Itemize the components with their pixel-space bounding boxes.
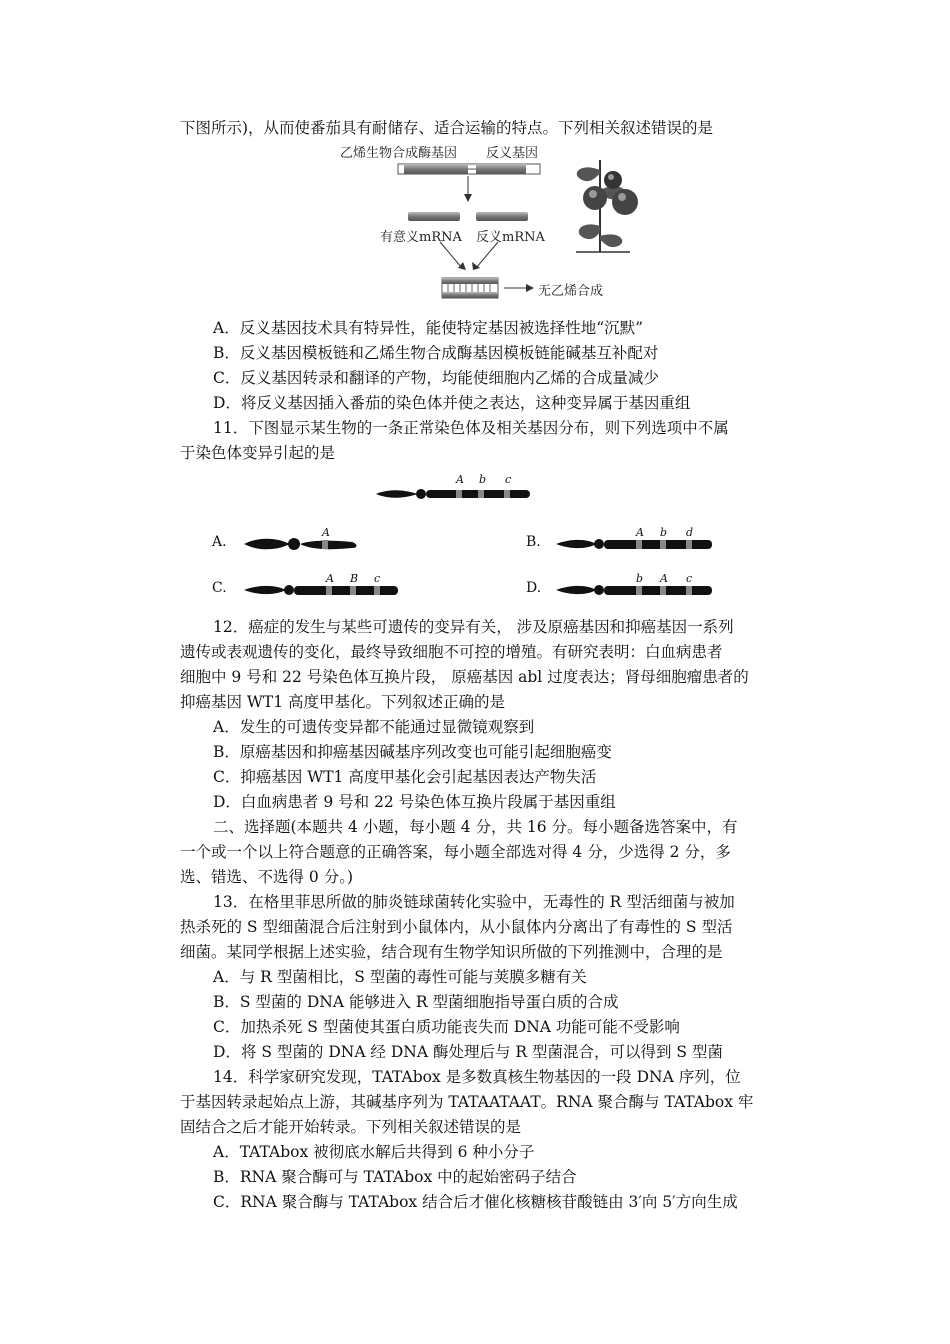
q14-stem-3: 固结合之后才能开始转录。下列相关叙述错误的是 bbox=[180, 1118, 522, 1136]
q10-option-d: D．将反义基因插入番茄的染色体并使之表达，这种变异属于基因重组 bbox=[213, 394, 691, 412]
sense-mrna-bar bbox=[408, 212, 460, 221]
q10-stem-tail: 下图所示)，从而使番茄具有耐储存、适合运输的特点。下列相关叙述错误的是 bbox=[180, 119, 714, 137]
q12-stem-4: 抑癌基因 WT1 高度甲基化。下列叙述正确的是 bbox=[180, 693, 505, 711]
option-d-chromosome bbox=[556, 585, 712, 595]
section-two-heading-3: 选、错选、不选得 0 分。) bbox=[180, 868, 354, 886]
no-ethylene-label: 无乙烯合成 bbox=[538, 284, 604, 299]
antisense-gene-segment bbox=[476, 164, 526, 174]
option-c-letter: C. bbox=[212, 580, 227, 596]
q12-option-b: B．原癌基因和抑癌基因碱基序列改变也可能引起细胞癌变 bbox=[213, 743, 612, 761]
q11-stem: 11．下图显示某生物的一条正常染色体及相关基因分布，则下列选项中不属 bbox=[213, 419, 729, 437]
option-a-gene-1: A bbox=[322, 526, 330, 539]
q12-option-c: C．抑癌基因 WT1 高度甲基化会引起基因表达产物失活 bbox=[213, 768, 597, 786]
q14-option-c: C．RNA 聚合酶与 TATAbox 结合后才催化核糖核苷酸链由 3′向 5′方向生成 bbox=[213, 1193, 738, 1211]
q12-stem-2: 遗传或表观遗传的变化，最终导致细胞不可控的增殖。有研究表明：白血病患者 bbox=[180, 643, 723, 661]
normal-gene-2: b bbox=[479, 473, 487, 486]
q13-stem: 13．在格里菲思所做的肺炎链球菌转化实验中，无毒性的 R 型活细菌与被加 bbox=[213, 893, 735, 911]
q14-option-b: B．RNA 聚合酶可与 TATAbox 中的起始密码子结合 bbox=[213, 1168, 577, 1186]
option-b-chromosome bbox=[556, 539, 712, 549]
section-two-heading: 二、选择题(本题共 4 小题，每小题 4 分，共 16 分。每小题备选答案中，有 bbox=[213, 818, 738, 836]
option-d-gene-3: c bbox=[686, 572, 693, 585]
antisense-gene-figure bbox=[330, 140, 650, 310]
q12-option-a: A．发生的可遗传变异都不能通过显微镜观察到 bbox=[213, 718, 535, 736]
q12-stem-3: 细胞中 9 号和 22 号染色体互换片段， 原癌基因 abl 过度表达；肾母细胞瘤患者的 bbox=[180, 668, 749, 686]
chromosome-figure bbox=[200, 470, 740, 605]
q12-stem: 12．癌症的发生与某些可遗传的变异有关， 涉及原癌基因和抑癌基因一系列 bbox=[213, 618, 734, 636]
option-a-chromosome bbox=[244, 538, 357, 550]
option-a-letter: A. bbox=[212, 534, 227, 550]
option-c-chromosome bbox=[244, 585, 398, 595]
ethylene-gene-label: 乙烯生物合成酶基因 bbox=[340, 146, 458, 161]
option-b-letter: B. bbox=[526, 534, 541, 550]
q13-option-b: B．S 型菌的 DNA 能够进入 R 型菌细胞指导蛋白质的合成 bbox=[213, 993, 619, 1011]
q13-stem-3: 细菌。某同学根据上述实验，结合现有生物学知识所做的下列推测中，合理的是 bbox=[180, 943, 723, 961]
normal-gene-3: c bbox=[505, 473, 512, 486]
q13-stem-2: 热杀死的 S 型细菌混合后注射到小鼠体内，从小鼠体内分离出了有毒性的 S 型活 bbox=[180, 918, 733, 936]
option-b-gene-1: A bbox=[636, 526, 644, 539]
chromosome-diagram bbox=[200, 470, 740, 605]
normal-chromosome bbox=[376, 489, 530, 499]
q13-option-c: C．加热杀死 S 型菌使其蛋白质功能丧失而 DNA 功能可能不受影响 bbox=[213, 1018, 680, 1036]
q13-option-d: D．将 S 型菌的 DNA 经 DNA 酶处理后与 R 型菌混合，可以得到 S 型菌 bbox=[213, 1043, 723, 1061]
option-b-gene-2: b bbox=[660, 526, 668, 539]
antisense-mrna-label: 反义mRNA bbox=[476, 230, 545, 245]
q14-stem-2: 于基因转录起始点上游，其碱基序列为 TATAATAAT。RNA 聚合酶与 TATAbox 牢 bbox=[180, 1093, 754, 1111]
q14-stem: 14．科学家研究发现，TATAbox 是多数真核生物基因的一段 DNA 序列，位 bbox=[213, 1068, 741, 1086]
sense-mrna-label: 有意义mRNA bbox=[380, 230, 462, 245]
option-c-gene-2: B bbox=[350, 572, 359, 585]
q12-option-d: D．白血病患者 9 号和 22 号染色体互换片段属于基因重组 bbox=[213, 793, 616, 811]
q10-option-a: A．反义基因技术具有特异性，能使特定基因被选择性地“沉默” bbox=[213, 319, 644, 337]
q10-option-b: B．反义基因模板链和乙烯生物合成酶基因模板链能碱基互补配对 bbox=[213, 344, 659, 362]
ethylene-gene-segment bbox=[404, 164, 468, 174]
option-c-gene-1: A bbox=[326, 572, 334, 585]
normal-gene-1: A bbox=[456, 473, 464, 486]
option-c-gene-3: c bbox=[374, 572, 381, 585]
option-d-letter: D. bbox=[526, 580, 542, 596]
q13-option-a: A．与 R 型菌相比，S 型菌的毒性可能与荚膜多糖有关 bbox=[213, 968, 587, 986]
q14-option-a: A．TATAbox 被彻底水解后共得到 6 种小分子 bbox=[213, 1143, 535, 1161]
q10-option-c: C．反义基因转录和翻译的产物，均能使细胞内乙烯的合成量减少 bbox=[213, 369, 659, 387]
option-b-gene-3: d bbox=[686, 526, 694, 539]
q11-stem-cont: 于染色体变异引起的是 bbox=[180, 444, 336, 462]
antisense-gene-label: 反义基因 bbox=[486, 146, 539, 161]
tomato-plant-image bbox=[576, 160, 638, 252]
option-d-gene-2: A bbox=[660, 572, 668, 585]
option-d-gene-1: b bbox=[636, 572, 644, 585]
section-two-heading-2: 一个或一个以上符合题意的正确答案，每小题全部选对得 4 分，少选得 2 分，多 bbox=[180, 843, 731, 861]
antisense-mrna-bar bbox=[476, 212, 528, 221]
